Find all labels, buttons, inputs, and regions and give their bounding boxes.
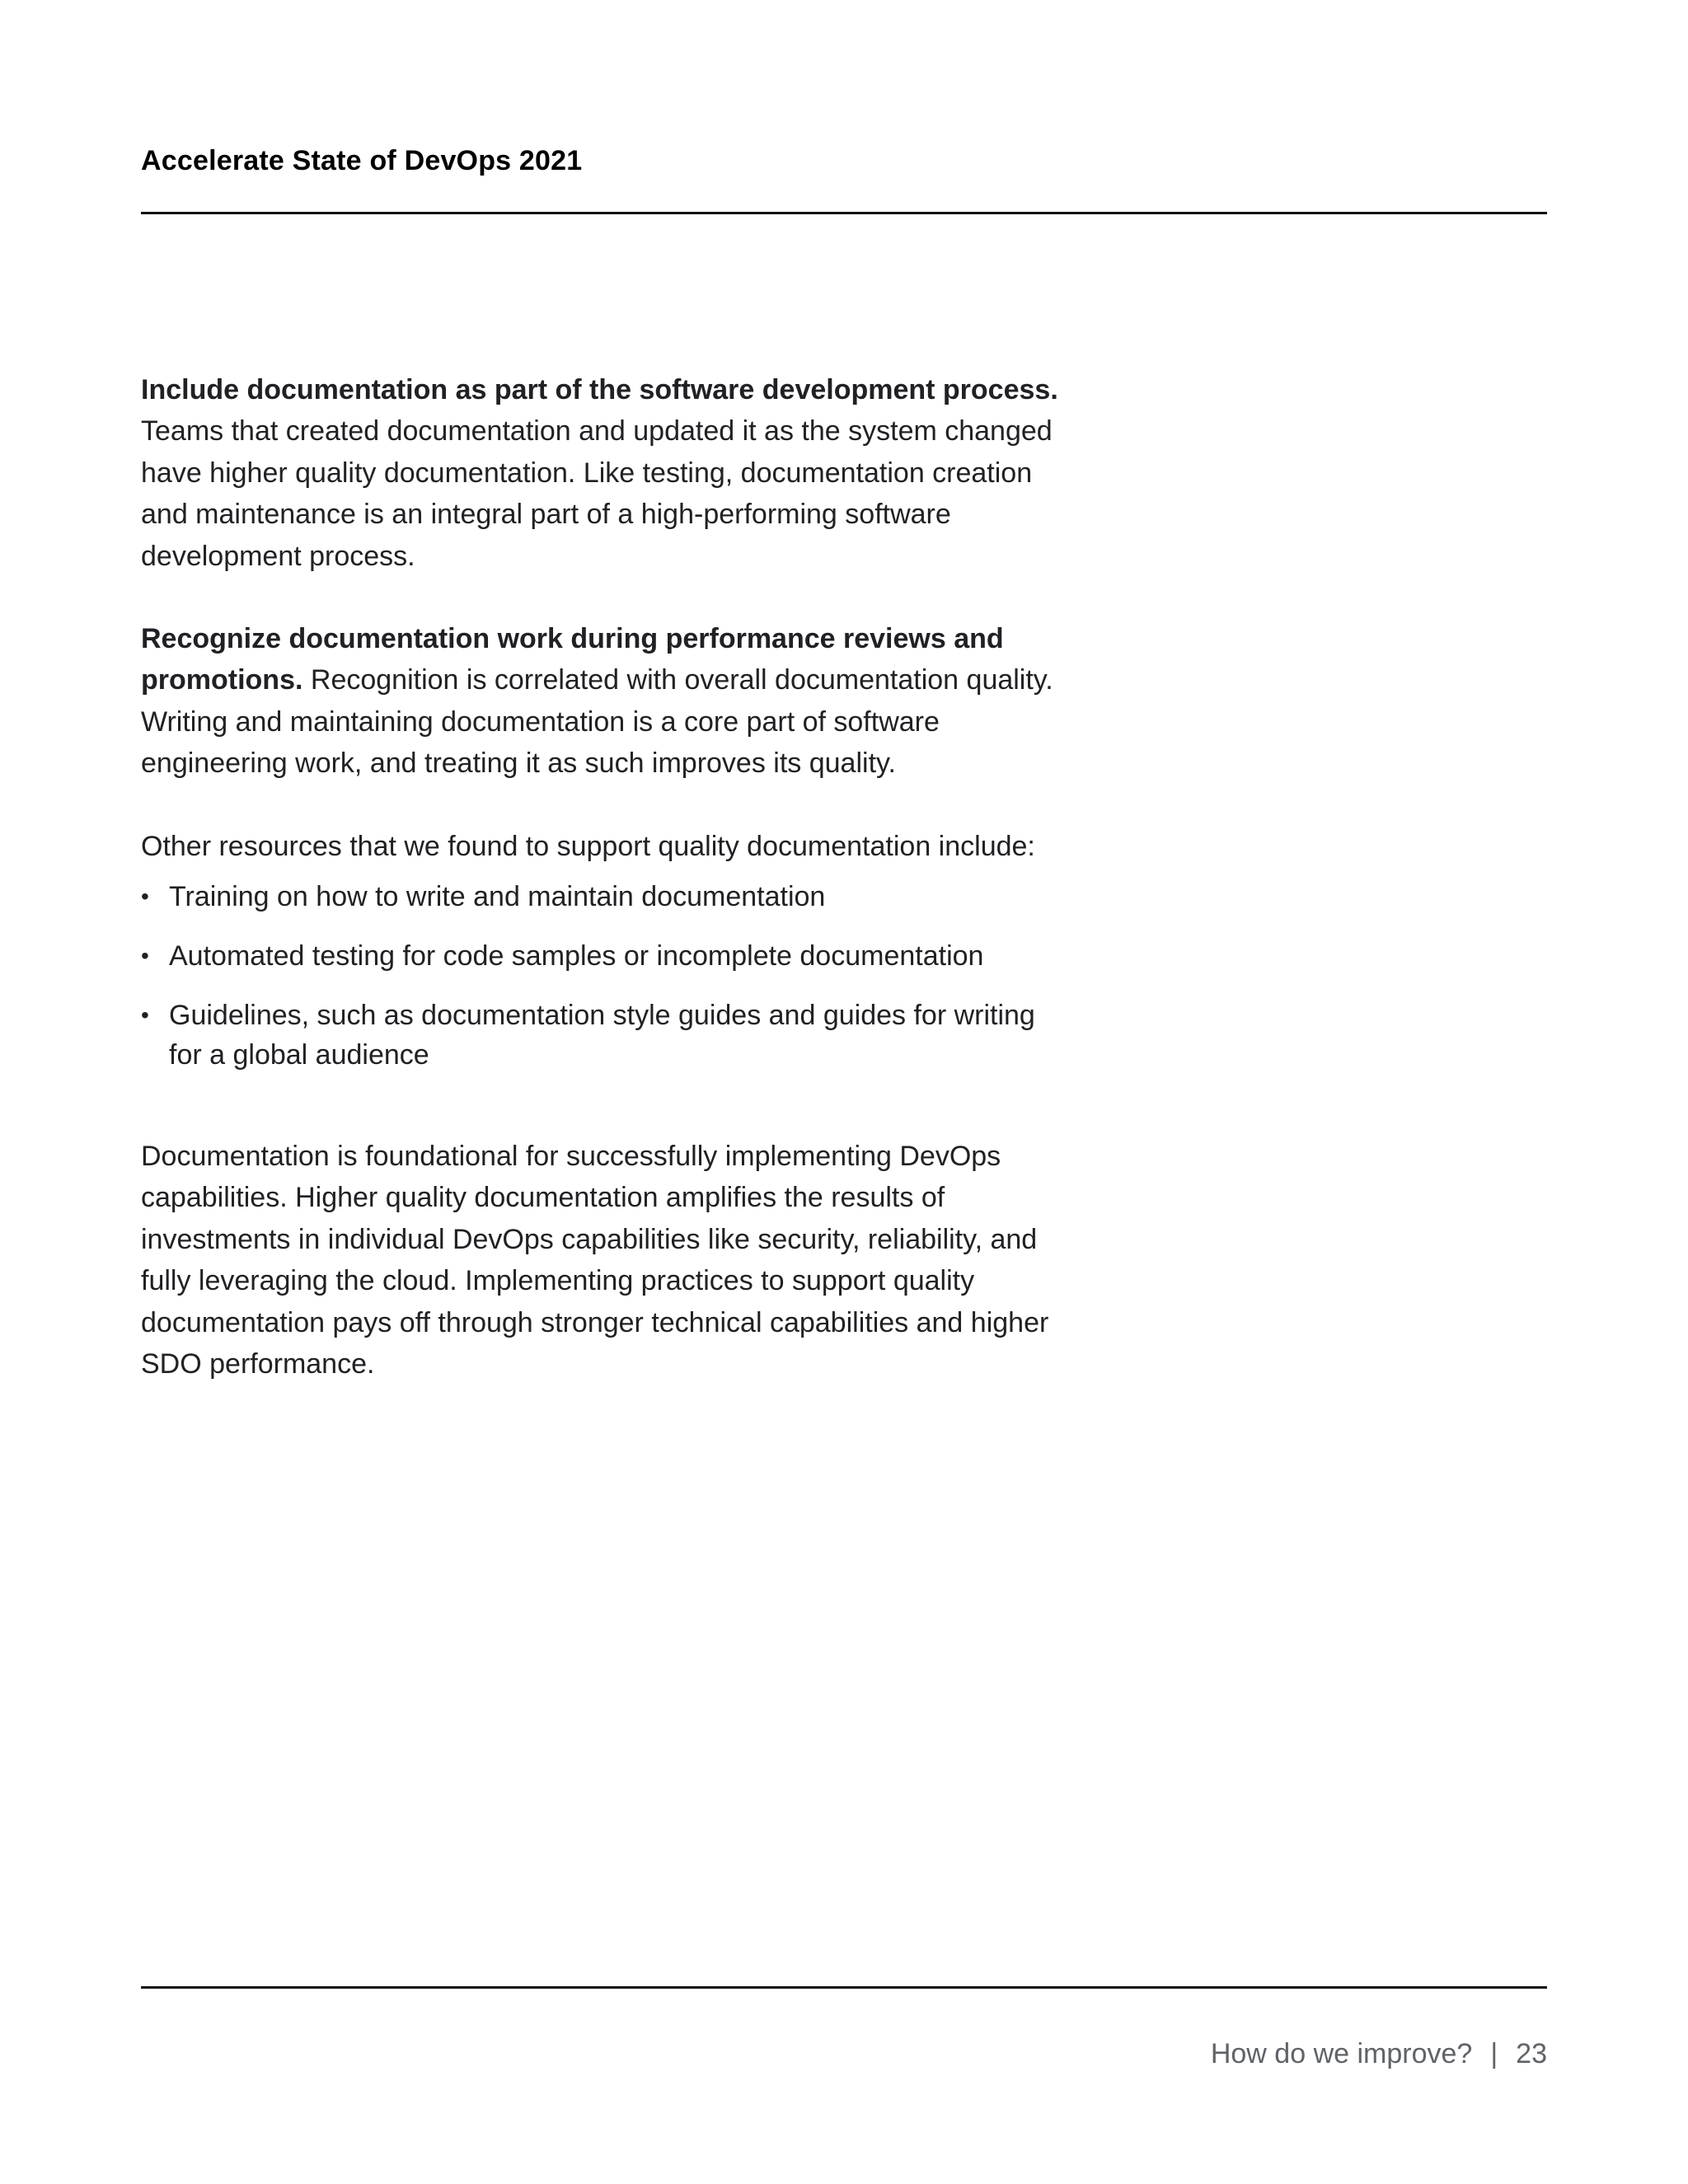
header-divider [141,212,1547,214]
list-item-text: Automated testing for code samples or incomplete documentation [169,940,984,972]
page-number: 23 [1516,2038,1547,2069]
paragraph-closing: Documentation is foundational for successfully implementing DevOps capabilities. Higher quality documentation amplifies the results of investments in individual DevOps capabilities like security, reliability, and fully leveraging the cloud. Implementing practices to support quality documentation pays off through stronger technical capabilities and higher SDO performance. [141,1141,1049,1380]
footer-divider [141,1986,1547,1989]
list-item [141,877,1072,916]
paragraph-include-documentation [141,369,1072,577]
footer-section-title: How do we improve? [1210,2038,1473,2069]
paragraph-body: Teams that created documentation and updated it as the system changed have higher quality documentation. Like testing, documentation creation and maintenance is an integral part of a high-performing software development process. [141,415,1053,572]
page-footer [1211,2038,1547,2070]
paragraph-body: Recognition is correlated with overall documentation quality. Writing and maintaining documentation is a core part of software engineering work, and treating it as such improves its quality. [141,664,1053,780]
resources-intro: Other resources that we found to support quality documentation include: [141,830,1035,862]
resources-list [141,877,1072,1075]
document-header-title: Accelerate State of DevOps 2021 [141,145,583,176]
list-item [141,996,1072,1075]
footer-separator: | [1490,2038,1498,2069]
main-content [141,369,1072,1427]
list-item-text: Training on how to write and maintain documentation [169,881,826,913]
list-item [141,936,1072,976]
paragraph-recognize-documentation [141,618,1072,785]
paragraph-bold-lead: Include documentation as part of the software development process. [141,374,1058,405]
bullet-icon: • [141,943,149,969]
bullet-icon: • [141,883,149,910]
list-item-text: Guidelines, such as documentation style guides and guides for writing for a global audience [169,1000,1035,1071]
paragraph-bold-lead: Recognize documentation work during performance reviews and promotions. [141,623,1004,696]
bullet-icon: • [141,1002,149,1029]
